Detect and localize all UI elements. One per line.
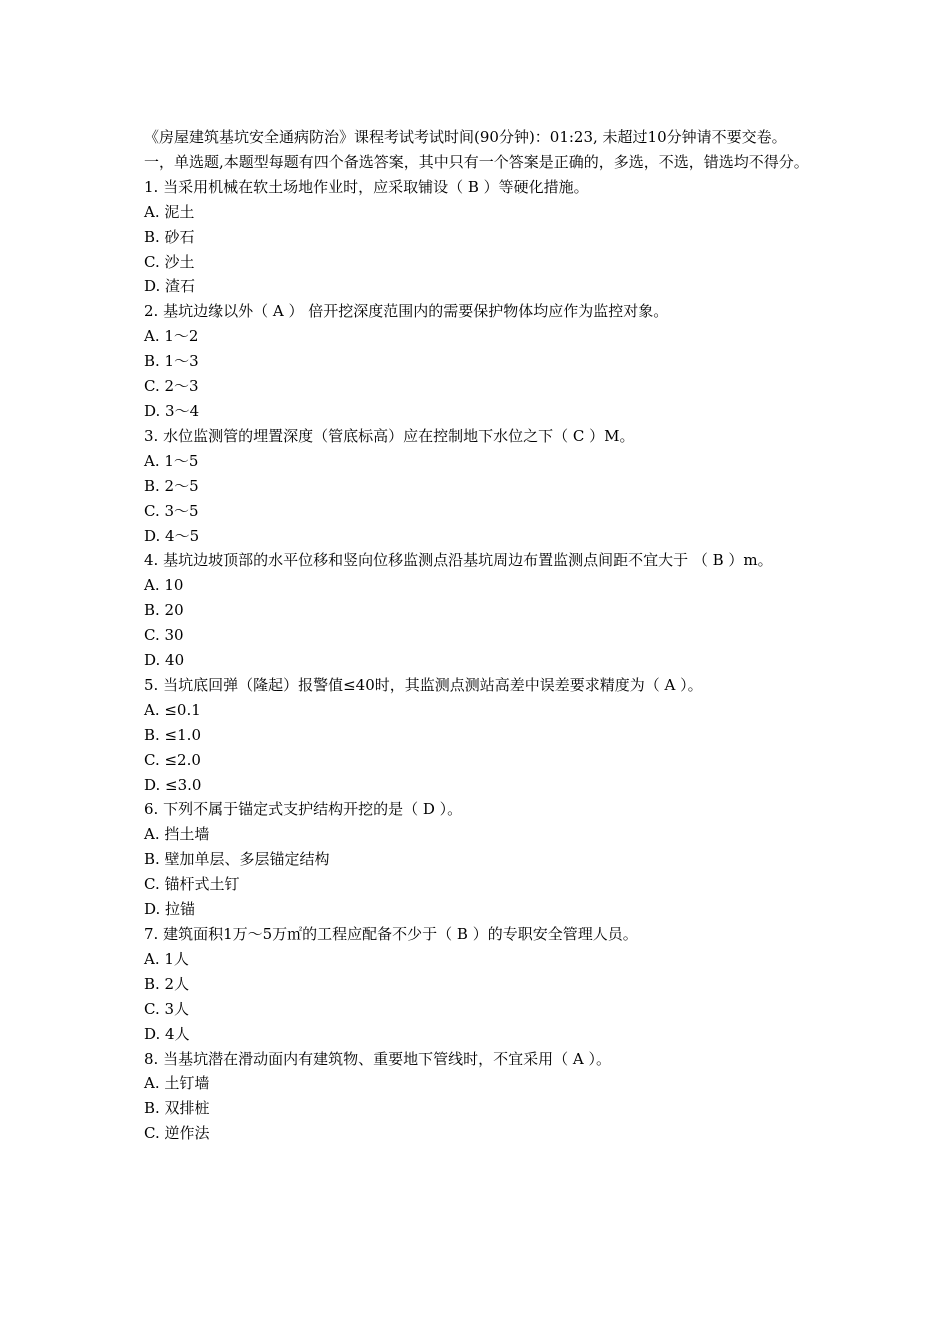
option-b: B. ≤1.0 — [144, 725, 201, 744]
option-c: C. 沙土 — [144, 252, 195, 271]
option-c: C. 逆作法 — [144, 1124, 210, 1143]
option-d: D. 4～5 — [144, 526, 200, 545]
question-2 — [144, 299, 810, 424]
question-6 — [144, 797, 810, 922]
option-c: C. 3人 — [144, 999, 190, 1018]
option-b: B. 1～3 — [144, 352, 199, 371]
option-b: B. 2人 — [144, 974, 190, 993]
question-8 — [144, 1047, 810, 1147]
question-5 — [144, 673, 810, 798]
option-c: C. 3～5 — [144, 501, 199, 520]
option-b: B. 壁加单层、多层锚定结构 — [144, 850, 330, 869]
option-a: A. 土钉墙 — [144, 1074, 210, 1093]
option-c: C. 锚杆式土钉 — [144, 875, 240, 894]
question-text: 7. 建筑面积1万～5万㎡的工程应配备不少于（ B ）的专职安全管理人员。 — [144, 925, 638, 943]
question-text: 2. 基坑边缘以外（ A ） 倍开挖深度范围内的需要保护物体均应作为监控对象。 — [144, 302, 669, 321]
option-a: A. ≤0.1 — [144, 700, 201, 719]
option-a: A. 1～2 — [144, 327, 199, 346]
option-c: C. 2～3 — [144, 377, 199, 396]
question-text: 4. 基坑边坡顶部的水平位移和竖向位移监测点沿基坑周边布置监测点间距不宜大于 （ B ）m。 — [144, 551, 773, 570]
option-a: A. 挡土墙 — [144, 825, 210, 844]
question-4 — [144, 548, 810, 673]
option-d: D. 3～4 — [144, 401, 200, 420]
section-instruction: 一，单选题,本题型每题有四个备选答案，其中只有一个答案是正确的，多选，不选，错选均不得分。 — [144, 152, 809, 171]
option-d: D. 拉锚 — [144, 900, 196, 919]
option-a: A. 1～5 — [144, 451, 199, 470]
question-text: 6. 下列不属于锚定式支护结构开挖的是（ D ）。 — [144, 800, 463, 819]
question-text: 5. 当坑底回弹（隆起）报警值≤40时，其监测点测站高差中误差要求精度为（ A ）。 — [144, 675, 703, 694]
question-7 — [144, 922, 810, 1047]
option-a: A. 泥土 — [144, 202, 195, 221]
option-a: A. 10 — [144, 576, 184, 595]
option-c: C. ≤2.0 — [144, 750, 201, 769]
option-b: B. 砂石 — [144, 227, 195, 246]
option-b: B. 双排桩 — [144, 1099, 210, 1118]
option-d: D. 4人 — [144, 1024, 190, 1043]
question-text: 3. 水位监测管的埋置深度（管底标高）应在控制地下水位之下（ C ）M。 — [144, 426, 635, 445]
question-text: 8. 当基坑潜在滑动面内有建筑物、重要地下管线时，不宜采用（ A ）。 — [144, 1049, 611, 1068]
option-d: D. ≤3.0 — [144, 775, 202, 794]
option-c: C. 30 — [144, 626, 184, 645]
option-b: B. 2～5 — [144, 476, 199, 495]
question-text: 1. 当采用机械在软土场地作业时，应采取铺设（ B ）等硬化措施。 — [144, 177, 589, 196]
option-d: D. 40 — [144, 651, 185, 670]
option-d: D. 渣石 — [144, 277, 196, 296]
option-a: A. 1人 — [144, 949, 189, 968]
question-1 — [144, 175, 810, 300]
option-b: B. 20 — [144, 601, 184, 620]
exam-title: 《房屋建筑基坑安全通病防治》课程考试考试时间(90分钟)：01:23, 未超过10分钟请不要交卷。 — [144, 128, 787, 146]
question-3 — [144, 424, 810, 549]
document-page — [144, 125, 810, 1146]
